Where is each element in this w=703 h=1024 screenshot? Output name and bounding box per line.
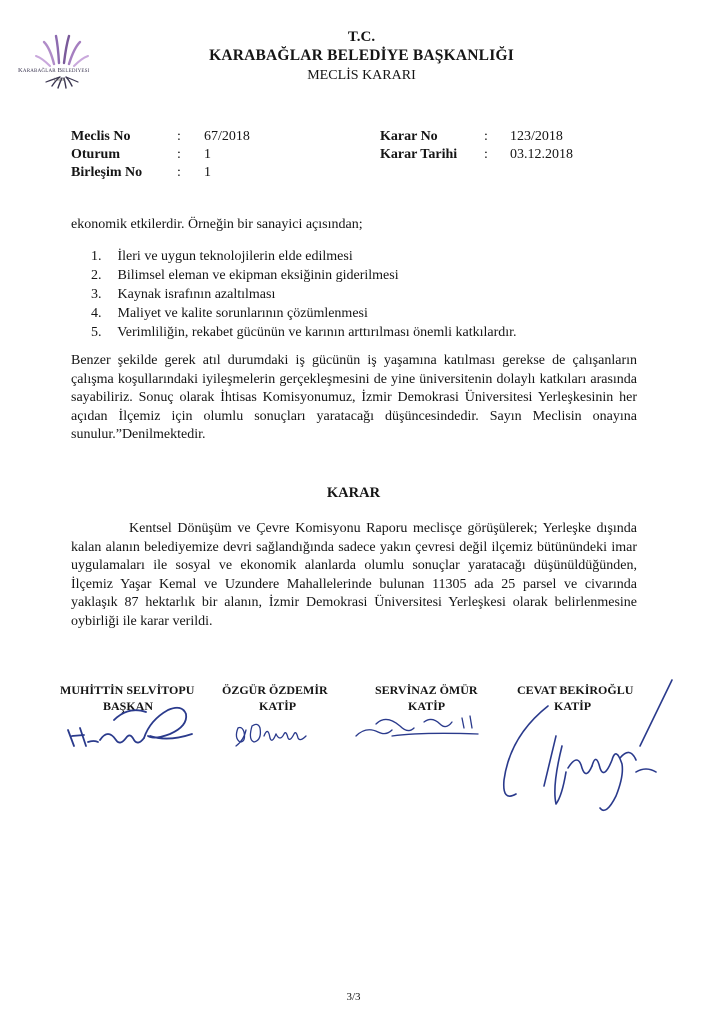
karar-no-label: Karar No [380, 129, 438, 144]
list-item-text: İleri ve uygun teknolojilerin elde edilmesi [117, 249, 353, 264]
list-item [71, 304, 637, 323]
birlesim-no-label: Birleşim No [71, 165, 143, 180]
decision-paragraph: Kentsel Dönüşüm ve Çevre Komisyonu Raporu meclisçe görüşülerek; Yerleşke dışında kalan alanın belediyemize devri sağlandığında sadece yakın çevresi değil ilçemiz bütünündeki imar uygulamaları ile sosyal ve ekonomik alanlarda olumlu sonuçlar yaratacağı düşünüldüğünden, İlçemiz Yaşar Kemal ve Uzundere Mahallelerinde bulunan 11305 ada 25 parsel ve civarında yaklaşık 87 hektarlık bir alanın, İzmir Demokrasi Üniversitesi Yerleşkesi olarak belirlenmesine oybirliği ile karar verildi. [71, 521, 637, 629]
signer-name-katip-3: CEVAT BEKİROĞLU [517, 683, 634, 697]
benefits-list [71, 247, 637, 342]
list-item-text: Verimliliğin, rekabet gücünün ve karının arttırılması önemli katkılardır. [117, 325, 517, 340]
meclis-no-separator: : [177, 129, 181, 144]
signer-name-katip-1: ÖZGÜR ÖZDEMİR [222, 683, 328, 697]
list-item [71, 247, 637, 266]
list-item-number: 2. [91, 268, 102, 283]
header-institution: KARABAĞLAR BELEDİYE BAŞKANLIĞI [209, 47, 514, 64]
list-item [71, 266, 637, 285]
header-document-type: MECLİS KARARI [307, 68, 416, 83]
birlesim-no-separator: : [177, 165, 181, 180]
list-item-number: 1. [91, 249, 102, 264]
karar-tarihi-label: Karar Tarihi [380, 147, 458, 162]
signer-name-baskan: MUHİTTİN SELVİTOPU [60, 683, 195, 697]
birlesim-no-value: 1 [204, 165, 211, 180]
summary-paragraph: Benzer şekilde gerek atıl durumdaki iş gücünün iş yaşamına katılması gerekse de çalışanların çalışma koşullarındaki iyileşmelerin gerçekleşmesini de yine üniversitenin dolaylı katkıları arasında sayabiliriz. Sonuç olarak İhtisas Komisyonumuz, İzmir Demokrasi Üniversitesi Yerleşkesinin her açıdan İlçemiz için olumlu sonuçları yaratacağı düşüncesindedir. Sayın Meclisin onayına sunulur.”Denilmektedir. [71, 353, 637, 442]
header-tc: T.C. [347, 29, 376, 45]
signer-role-katip-3: KATİP [554, 699, 592, 713]
signer-name-katip-2: SERVİNAZ ÖMÜR [375, 683, 478, 697]
list-item-text: Maliyet ve kalite sorunlarının çözümlenmesi [117, 306, 368, 321]
meclis-no-label: Meclis No [71, 129, 131, 144]
page-number: 3/3 [346, 991, 361, 1003]
oturum-label: Oturum [71, 147, 120, 162]
oturum-separator: : [177, 147, 181, 162]
list-item [71, 323, 637, 342]
signer-role-baskan: BAŞKAN [103, 699, 154, 713]
signature-baskan-icon [58, 690, 198, 760]
signer-role-katip-2: KATİP [408, 699, 446, 713]
signature-katip-2-icon [352, 706, 482, 746]
signer-role-katip-1: KATİP [259, 699, 297, 713]
karar-tarihi-value: 03.12.2018 [510, 147, 573, 162]
logo-text: Karabağlar Belediyesi [18, 67, 90, 74]
karar-tarihi-separator: : [484, 147, 488, 162]
signature-katip-1-icon [232, 716, 322, 756]
list-item-text: Bilimsel eleman ve ekipman eksiğinin giderilmesi [117, 268, 399, 283]
list-item-number: 4. [91, 306, 102, 321]
signature-katip-3-icon [496, 676, 686, 826]
list-item-number: 5. [91, 325, 102, 340]
karar-no-separator: : [484, 129, 488, 144]
meclis-no-value: 67/2018 [204, 129, 250, 144]
decision-title: KARAR [326, 485, 381, 501]
karar-no-value: 123/2018 [510, 129, 563, 144]
oturum-value: 1 [204, 147, 211, 162]
list-item [71, 285, 637, 304]
intro-text: ekonomik etkilerdir. Örneğin bir sanayici açısından; [71, 217, 363, 232]
list-item-number: 3. [91, 287, 102, 302]
logo-subtext: İZMİR [54, 77, 66, 82]
list-item-text: Kaynak israfının azaltılması [117, 287, 276, 302]
